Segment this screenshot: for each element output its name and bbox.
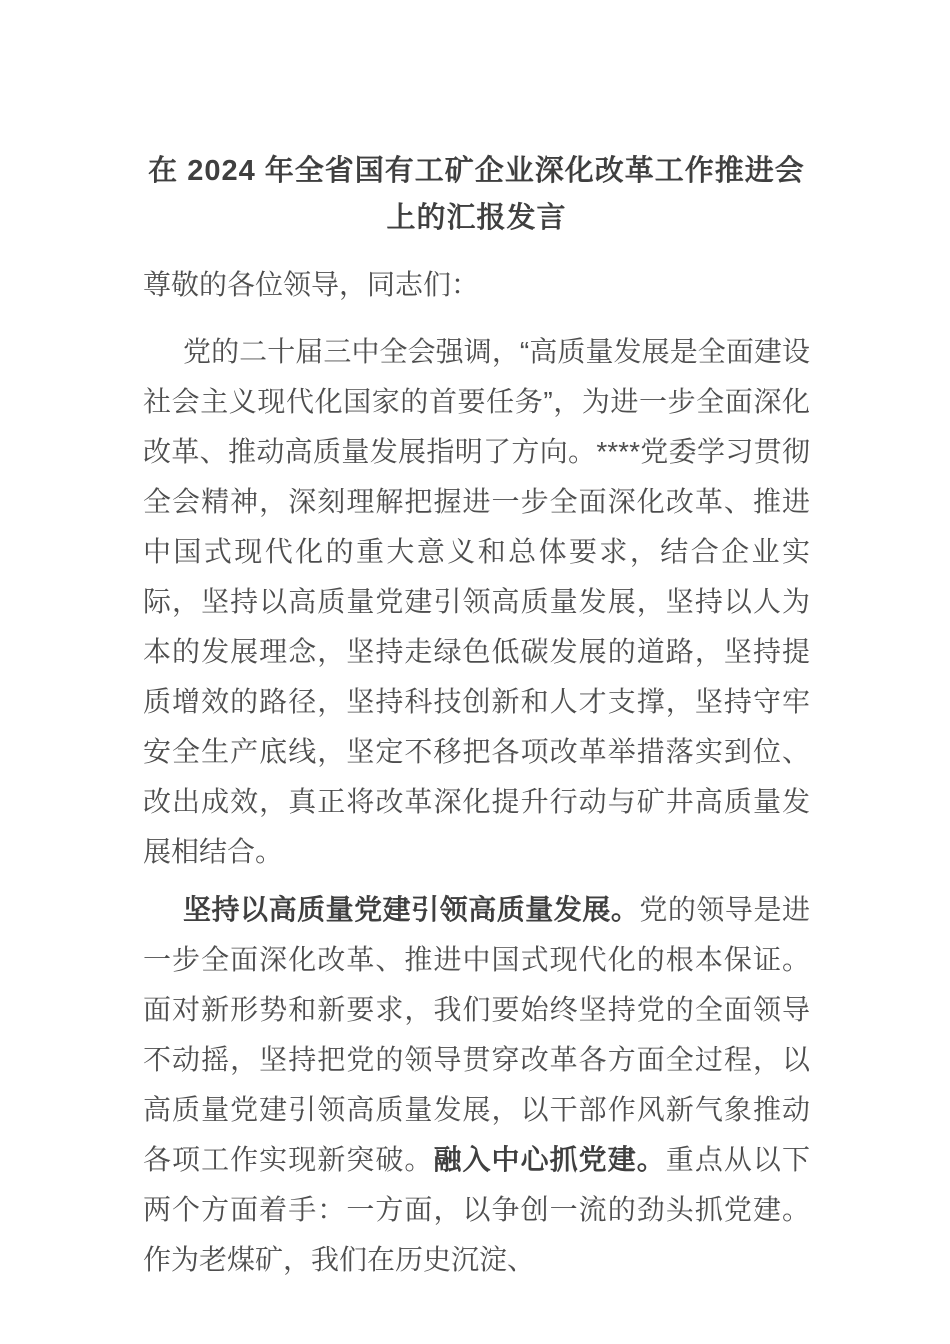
text-run: 党的二十届三中全会强调，“高质量发展是全面建设社会主义现代化国家的首要任务”，为进一步全面深化改革、推动高质量发展指明了方向。****党委学习贯彻全会精神，深刻理解把握进一步全面深化改革、推进中国式现代化的重大意义和总体要求，结合企业实际，坚持以高质量党建引领高质量发展，坚持以人为本的发展理念，坚持走绿色低碳发展的道路，坚持提质增效的路径，坚持科技创新和人才支撑，坚持守牢安全生产底线，坚定不移把各项改革举措落实到位、改出成效，真正将改革深化提升行动与矿井高质量发展相结合。 <box>143 336 810 867</box>
bold-text-run: 坚持以高质量党建引领高质量发展。 <box>183 894 640 925</box>
salutation-line: 尊敬的各位领导，同志们： <box>143 269 480 300</box>
text-run: 重点从以下两个方面着手：一方面，以争创一流的劲头抓党建。作为老煤矿，我们在历史沉淀、 <box>143 1144 810 1275</box>
paragraph <box>143 327 810 877</box>
text-run: 党的领导是进一步全面深化改革、推进中国式现代化的根本保证。面对新形势和新要求，我们要始终坚持党的全面领导不动摇，坚持把党的领导贯穿改革各方面全过程，以高质量党建引领高质量发展，以干部作风新气象推动各项工作实现新突破。 <box>143 894 810 1175</box>
bold-text-run: 融入中心抓党建。 <box>433 1144 666 1175</box>
paragraph <box>143 885 810 1285</box>
document-body <box>143 327 810 1285</box>
document-title: 在 2024 年全省国有工矿企业深化改革工作推进会上的汇报发言 <box>148 155 805 234</box>
